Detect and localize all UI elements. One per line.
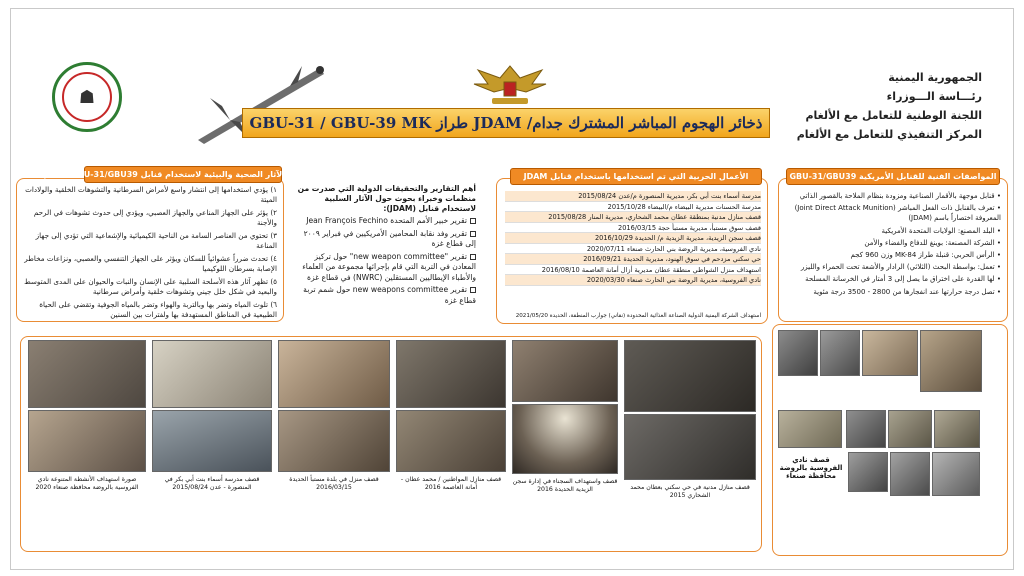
photo-bomb-part: [820, 330, 860, 376]
effects-item: ٥) تظهر آثار هذه الأسلحة السلبية على الإنسان والنبات والحيوان على المدى المتوسط والبعيد في شكل خلل جيني وتشوهات خلقية وأمراض سرطانية: [24, 277, 277, 296]
photo-residential-ruins: [624, 340, 756, 412]
technical-item: • الرأس الحربي: قنبلة طراز MK-84 وزن 960 كجم: [850, 251, 1001, 260]
reports-item: تقرير new weapons committee حول شمم تربة قطاع غزة: [303, 285, 476, 305]
photo-bomb-part: [848, 452, 888, 492]
reports-list: [292, 216, 476, 308]
ministry-header: [792, 68, 982, 144]
effects-item: ٣) تحتوي من العناصر السامة من الناحية الكيميائية والإشعاعية التي تؤدي إلى جهاز المناعة: [35, 231, 277, 250]
attacks-row: استهداف منزل الشواطي منطقة عطان مديرية أزال أمانة العاصمة 2016/08/10: [505, 265, 761, 276]
reports-item: تقرير وفد نقابة المحامين الأمريكيين في فبراير ٢٠٠٩ إلى قطاع غزة: [303, 228, 476, 248]
effects-item: ١) يؤدي استخدامها إلى انتشار واسع لأمراض السرطانية والتشوهات الخلقية والولادات الميتة: [25, 185, 277, 204]
photo-tail-unit: [846, 410, 886, 448]
checkbox-icon: [470, 218, 476, 224]
attacks-row: نادي الفروسية، مديرية الروضة بني الحارث صنعاء 2020/03/30: [505, 275, 761, 286]
mine-action-logo-icon: ☗: [52, 62, 122, 132]
ministry-line: الجمهورية اليمنية: [888, 71, 982, 84]
photo-caption: قصف منازل مدنية في حي سكني بعطان محمد الشحاري 2015: [630, 484, 750, 499]
effects-tag: الأضرار والآثار الصحية والبيئية لاستخدام قنابل JDAM GBU-31/GBU39: [84, 166, 282, 183]
technical-list: [783, 191, 1001, 299]
attacks-row: نادي الفروسية، مديرية الروضة بني الحارث صنعاء 2020/07/11: [505, 244, 761, 255]
yemen-eagle-emblem-icon: [470, 60, 550, 108]
attacks-table: [505, 191, 761, 286]
photo-caption: صورة استهداف الأنشطة المتنوعة نادي الفروسية بالروضة محافظة صنعاء 2020: [35, 476, 139, 491]
photo-house-ruins: [396, 410, 506, 472]
effects-item: ٤) تحدث ضرراً عشوائياً للسكان ويؤثر على الجهاز التنفسي والعصبي، ونزاعات مخاطر الإصابة بسرطان اللوكيميا: [24, 254, 277, 273]
photo-riding-club: [778, 410, 842, 448]
photo-workers: [920, 330, 982, 392]
technical-panel: [778, 178, 1008, 322]
reports-item: تقرير "new weapon committee" حول تركيز المعادن في التربة التي قام بإجرائها مجموعة من العلماء والأطباء الإيطاليين المستقلين (NWRC) في قطاع غزة: [302, 251, 476, 282]
technical-item: • الشركة المصنعة: بوينغ للدفاع والفضاء والأمن: [864, 238, 1001, 247]
ministry-line: رئـــاسة الـــوزراء: [886, 90, 982, 103]
photo-school-debris: [28, 340, 146, 408]
page-title-bar: [242, 108, 770, 138]
photo-bomb-casing: [624, 414, 756, 480]
reports-heading: أهم التقارير والتحقيقات الدولية التي صدرت من منظمات وخبراء بحوث حول الآثار السلبية لاستخدام قنابل (JDAM):: [297, 184, 476, 213]
page-title: ذخائر الهجوم المباشر المشترك جدام/ JDAM طراز GBU-31 / GBU-39 MK: [249, 114, 763, 132]
attacks-row: مدرسة أسماء بنت أبي بكر، مديرية المنصورة م/عدن 2015/08/24: [505, 191, 761, 202]
reports-panel: [288, 180, 482, 326]
attacks-source-note: استهداف الشركة اليمنية الدولية الصناعة الغذائية المحدودة (نقاني) جوارب المنطقة، الحديدة 2021/05/20: [515, 313, 761, 319]
photo-caption: قصف نادي الفروسية بالروضة محافظة صنعاء: [779, 456, 843, 480]
attacks-row: حي سكني مزدحم في سوق الهنود، مديرية الحديدة 2016/09/21: [505, 254, 761, 265]
photo-caption: قصف منازل المواطنين / محمد عطان - أمانة العاصمة 2016: [400, 476, 502, 491]
photo-rubble-metal: [396, 340, 506, 408]
technical-item: • قنابل موجهة بالأقمار الصناعية ومزودة بنظام الملاحة بالقصور الذاتي: [799, 192, 1001, 200]
technical-item: • تعرف بالقنابل ذات الفعل المباشر (Joint Direct Attack Munition) المعروفة اختصاراً باسم (JDAM): [794, 204, 1001, 223]
technical-item: • تصل درجة حرارتها عند انفجارها من 2800 - 3500 درجة مئوية: [813, 287, 1001, 296]
photo-school-crowd: [28, 410, 146, 472]
ministry-line: اللجنة الوطنية للتعامل مع الألغام: [805, 109, 982, 122]
technical-item: • البلد المصنع: الولايات المتحدة الأمريكية: [881, 226, 1001, 235]
photo-tail-fin: [278, 410, 390, 472]
effects-item: ٦) تلوث المياه وتضر بها وبالتربة والهواء وتضر بالمياه الجوفية وتقضي على الحياة الطبيعية في المناطق المستهدفة بها ولفترات بين السنين: [39, 300, 277, 319]
attacks-row: قصف سوق مستبأ، مديرية مستبأ حجة 2016/03/15: [505, 223, 761, 234]
photo-caption: قصف منزل في بلدة مستبأ الحديدة 2016/03/15: [289, 476, 379, 491]
photo-prison-wall: [512, 340, 618, 402]
ministry-line: المركز التنفيذي للتعامل مع الألغام: [796, 128, 982, 141]
attacks-row: قصف منازل مدنية بمنطقة عطان محمد الشحاري، مديرية المنار 2015/08/28: [505, 212, 761, 223]
attacks-tag: الأعمال الحربية التي تم استخدامها باستخدام قنابل JDAM: [510, 168, 762, 185]
effects-panel: [16, 178, 284, 322]
photo-field: [862, 330, 918, 376]
effects-list: [21, 185, 277, 323]
technical-item: • لها القدرة على اختراق ما يصل إلى 3 أمتار في الخرسانة المسلحة: [805, 275, 1001, 284]
checkbox-icon: [470, 231, 476, 237]
photo-bomb-part: [890, 452, 930, 496]
photo-classroom: [152, 340, 272, 408]
photo-bomb-fragment: [152, 410, 272, 472]
photo-prison-roof: [512, 404, 618, 474]
technical-item: • تعمل: بواسطة البحث (الثلاثي) الرادار والأشعة تحت الحمراء والليزر: [800, 263, 1001, 272]
attacks-row: مدرسة الحسنات مديرية البيضاء م/البيضاء 2015/10/28: [505, 202, 761, 213]
photo-crater: [278, 340, 390, 408]
photo-people: [888, 410, 932, 448]
checkbox-icon: [470, 254, 476, 260]
effects-item: ٢) يؤثر على الجهاز المناعي والجهاز العصبي، ويؤدي إلى حدوث تشوهات في الرحم والأجنة: [33, 208, 277, 227]
attacks-panel: [496, 178, 768, 324]
photo-people: [934, 410, 980, 448]
attacks-row: قصف سجن الزيدية، مديرية الزيدية م/ الحديدة 2016/10/29: [505, 233, 761, 244]
reports-item: تقرير خبير الأمم المتحدة Jean François Fechino: [292, 216, 476, 227]
technical-tag: المواصفات الفنية للقنابل الأمريكية GBU-31/GBU39: [786, 168, 1000, 185]
photo-caption: قصف مدرسة أسماء بنت أبي بكر في المنصورة - عدن 2015/08/24: [164, 476, 260, 491]
photo-bomb-part: [932, 452, 980, 496]
checkbox-icon: [470, 287, 476, 293]
photo-bomb-part: [778, 330, 818, 376]
photo-caption: قصف واستهداف السجناء في إدارة سجن الزيدية الحديدة 2016: [512, 478, 618, 493]
